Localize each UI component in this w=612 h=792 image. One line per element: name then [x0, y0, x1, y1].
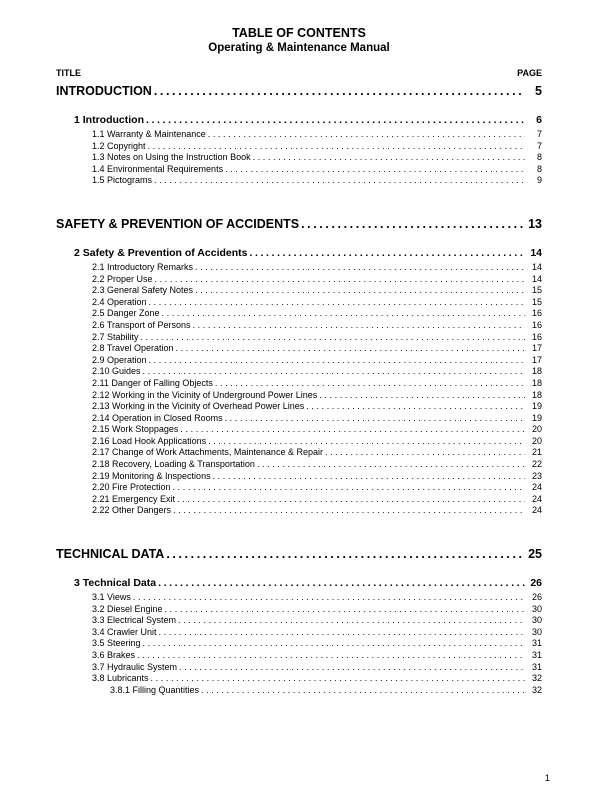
toc-entry-page: 8 [536, 163, 542, 174]
toc-entry-page: 22 [531, 459, 542, 470]
dot-leader [179, 662, 525, 674]
toc-entry [56, 175, 542, 187]
toc-entry-label: 2.18 Recovery, Loading & Transportation [92, 459, 255, 470]
toc-entry-page: 26 [531, 592, 542, 603]
dot-leader [195, 285, 525, 297]
toc-entry-page: 30 [531, 626, 542, 637]
toc-entry-page: 15 [531, 285, 542, 296]
dot-leader [143, 638, 525, 650]
footer-page-number: 1 [544, 773, 550, 784]
toc-entry [56, 355, 542, 367]
toc-entry-page: 31 [531, 638, 542, 649]
dot-leader [158, 577, 525, 590]
toc-entry [56, 638, 542, 650]
toc-entry-page: 16 [531, 308, 542, 319]
toc-entry-page: 15 [531, 296, 542, 307]
toc-entry-label: 1.4 Environmental Requirements [92, 163, 224, 174]
dot-leader [148, 141, 525, 153]
toc-entry-page: 8 [536, 152, 542, 163]
toc-entry [56, 615, 542, 627]
dot-leader [178, 615, 525, 627]
dot-leader [193, 320, 525, 332]
toc-entry [56, 390, 542, 402]
toc-entry-page: 19 [531, 401, 542, 412]
toc-entry-page: 21 [531, 447, 542, 458]
toc-entry [56, 247, 542, 260]
toc-entry-label: 3.6 Brakes [92, 650, 136, 660]
dot-leader [201, 685, 525, 697]
toc-entry-label: 2 Safety & Prevention of Accidents [74, 246, 248, 259]
dot-leader [154, 84, 525, 99]
dot-leader [180, 424, 525, 436]
toc-entry-page: 19 [531, 412, 542, 423]
dot-leader [155, 274, 525, 286]
toc-entry-label: 2.10 Guides [92, 366, 141, 377]
toc-entry-page: 18 [531, 366, 542, 377]
toc-entry [56, 494, 542, 506]
toc-entry [56, 447, 542, 459]
dot-leader [173, 482, 525, 494]
toc-entry-label: 2.12 Working in the Vicinity of Underground Power Lines [92, 389, 318, 400]
toc-entry-label: INTRODUCTION [56, 84, 152, 98]
dot-leader [253, 152, 525, 164]
dot-leader [215, 378, 525, 390]
toc-entry [56, 459, 542, 471]
dot-leader [225, 413, 525, 425]
toc-entry-page: 13 [528, 216, 542, 231]
dot-leader [176, 343, 525, 355]
toc-entry-page: 32 [531, 684, 542, 695]
toc-entry-page: 16 [531, 331, 542, 342]
toc-entry-label: 1.5 Pictograms [92, 175, 153, 186]
toc-entry-page: 31 [531, 661, 542, 672]
toc-entry-label: 3.3 Electrical System [92, 615, 177, 626]
toc-entry-label: 2.22 Other Dangers [92, 505, 172, 516]
toc-entry-page: 20 [531, 424, 542, 435]
toc-entry [56, 604, 542, 616]
toc-entry-page: 14 [531, 261, 542, 272]
toc-entry [56, 413, 542, 425]
toc-entry-label: 2.17 Change of Work Attachments, Maintenance & Repair [92, 447, 323, 458]
page-subtitle: Operating & Maintenance Manual [208, 42, 390, 54]
dot-leader [301, 217, 525, 232]
toc-entry-label: 2.15 Work Stoppages [92, 424, 179, 435]
toc-entry-page: 31 [531, 650, 542, 660]
toc-entry-label: 2.7 Stability [92, 331, 139, 342]
dot-leader [195, 262, 525, 274]
toc-entry-label: 2.1 Introductory Remarks [92, 261, 194, 272]
toc-entry-label: 2.21 Emergency Exit [92, 493, 176, 504]
toc-entry-page: 30 [531, 603, 542, 614]
dot-leader [166, 547, 525, 562]
dot-leader [177, 494, 525, 506]
toc-entry-page: 32 [531, 673, 542, 684]
toc-entry-label: 1.2 Copyright [92, 140, 146, 151]
toc-entry-label: 3.5 Steering [92, 638, 141, 649]
toc-entry [56, 424, 542, 436]
toc-entry [56, 577, 542, 590]
toc-entry [56, 164, 542, 176]
toc-entry [56, 152, 542, 164]
toc-entry-page: 24 [531, 493, 542, 504]
toc-entry-label: 2.3 General Safety Notes [92, 285, 194, 296]
toc-entry-page: 20 [531, 435, 542, 446]
toc-entry-label: 2.5 Danger Zone [92, 308, 160, 319]
toc-entry [56, 547, 542, 562]
toc-entry [56, 366, 542, 378]
toc-entry-page: 9 [536, 175, 542, 186]
document-header [56, 26, 542, 55]
toc-entry-page: 6 [536, 114, 542, 126]
toc-entry-label: SAFETY & PREVENTION OF ACCIDENTS [56, 216, 300, 231]
toc-entry [56, 685, 542, 697]
toc-entry-label: 3 Technical Data [74, 577, 157, 590]
toc-entry-page: 24 [531, 505, 542, 516]
dot-leader [173, 505, 525, 517]
toc-entry-page: 23 [531, 470, 542, 481]
toc-entry-label: 1 Introduction [74, 114, 144, 126]
toc-entry-page: 5 [535, 84, 542, 98]
dot-leader [162, 308, 525, 320]
toc-entry-page: 7 [536, 140, 542, 151]
toc-entry [56, 401, 542, 413]
toc-entry-page: 17 [531, 343, 542, 354]
toc-entry [56, 141, 542, 153]
dot-leader [325, 447, 525, 459]
column-label-title: TITLE [56, 68, 81, 78]
dot-leader [143, 366, 525, 378]
toc-entry-label: 2.14 Operation in Closed Rooms [92, 412, 223, 423]
toc-entry [56, 627, 542, 639]
dot-leader [319, 390, 525, 402]
toc-entry [56, 217, 542, 232]
toc-entry-label: 2.20 Fire Protection [92, 482, 171, 493]
toc-entry-page: 14 [530, 246, 542, 259]
toc-entry [56, 285, 542, 297]
toc-entry-page: 25 [528, 547, 542, 562]
toc-entry [56, 436, 542, 448]
toc-entry-label: 2.4 Operation [92, 296, 147, 307]
toc-entry-label: 2.6 Transport of Persons [92, 319, 191, 330]
toc-entry [56, 129, 542, 141]
toc-entry-label: 2.11 Danger of Falling Objects [92, 377, 213, 388]
toc-entry-page: 17 [531, 354, 542, 365]
toc-entry-label: 3.8.1 Filling Quantities [110, 684, 200, 695]
dot-leader [208, 436, 525, 448]
toc-entry [56, 262, 542, 274]
toc-entry [56, 320, 542, 332]
dot-leader [250, 247, 526, 260]
toc-entry-label: TECHNICAL DATA [56, 547, 165, 562]
page-title: TABLE OF CONTENTS [232, 26, 366, 40]
toc-entry-label: 1.1 Warranty & Maintenance [92, 129, 206, 139]
toc-entry-label: 2.19 Monitoring & Inspections [92, 470, 211, 481]
toc-entry [56, 114, 542, 127]
toc-entry-page: 18 [531, 389, 542, 400]
toc-entry [56, 274, 542, 286]
toc-entry-label: 2.9 Operation [92, 354, 147, 365]
dot-leader [137, 650, 525, 662]
toc-entry-page: 30 [531, 615, 542, 626]
toc-entry [56, 650, 542, 662]
toc-entry [56, 482, 542, 494]
toc-entry [56, 84, 542, 99]
toc-entry-label: 3.1 Views [92, 592, 131, 603]
toc-entry [56, 308, 542, 320]
toc-entry-label: 2.16 Load Hook Applications [92, 435, 207, 446]
toc-entry [56, 297, 542, 309]
toc-entry-label: 2.13 Working in the Vicinity of Overhead Power Lines [92, 401, 305, 412]
toc-entry-page: 14 [531, 273, 542, 284]
toc-entry-label: 3.7 Hydraulic System [92, 661, 178, 672]
toc-entry-page: 16 [531, 319, 542, 330]
toc-entry-label: 2.2 Proper Use [92, 273, 153, 284]
dot-leader [154, 175, 525, 187]
toc-entry [56, 378, 542, 390]
toc-entry [56, 662, 542, 674]
toc-entry [56, 343, 542, 355]
dot-leader [306, 401, 525, 413]
dot-leader [146, 114, 525, 127]
toc-entry-page: 24 [531, 482, 542, 493]
toc-entry [56, 505, 542, 517]
toc-column-header [56, 68, 542, 79]
toc-entry-label: 1.3 Notes on Using the Instruction Book [92, 152, 251, 163]
dot-leader [225, 164, 525, 176]
dot-leader [257, 459, 525, 471]
toc-entry [56, 471, 542, 483]
dot-leader [151, 673, 525, 685]
dot-leader [149, 297, 525, 309]
column-label-page: PAGE [517, 68, 542, 78]
toc-entry-label: 3.8 Lubricants [92, 673, 149, 684]
toc-entry-label: 3.2 Diesel Engine [92, 603, 163, 614]
toc-entry-page: 26 [530, 577, 542, 590]
dot-leader [159, 627, 525, 639]
toc-entry-page: 7 [536, 129, 542, 139]
toc-entry [56, 332, 542, 344]
toc-entry-label: 3.4 Crawler Unit [92, 626, 157, 637]
toc-entry [56, 673, 542, 685]
dot-leader [149, 355, 525, 367]
dot-leader [208, 129, 525, 141]
toc-entry [56, 592, 542, 604]
toc-entry-label: 2.8 Travel Operation [92, 343, 174, 354]
dot-leader [165, 604, 525, 616]
toc-list [56, 84, 542, 696]
dot-leader [141, 332, 525, 344]
dot-leader [213, 471, 525, 483]
toc-entry-page: 18 [531, 377, 542, 388]
dot-leader [133, 592, 525, 604]
